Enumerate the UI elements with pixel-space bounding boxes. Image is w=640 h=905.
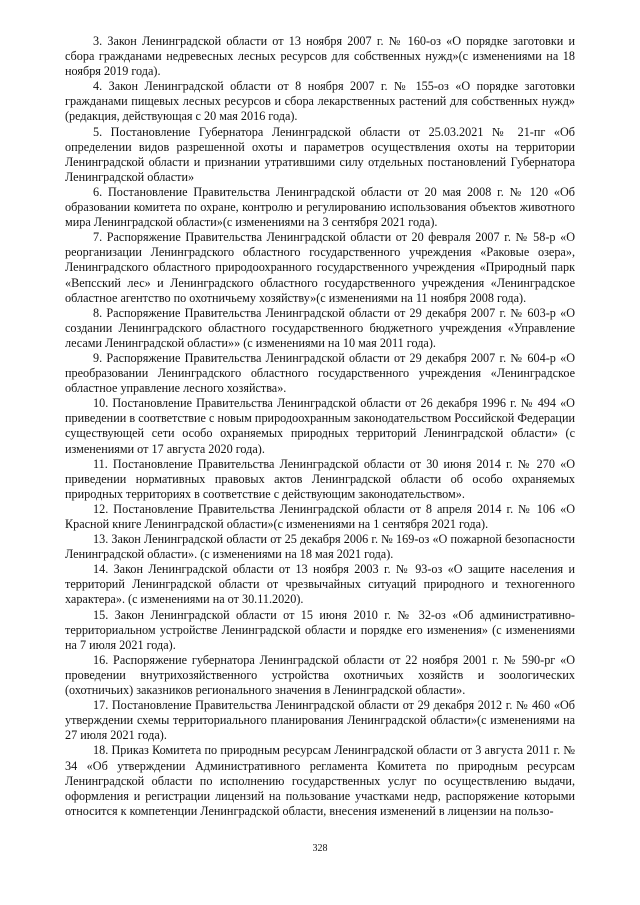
page-number: 328 <box>312 843 328 854</box>
list-item-3: 3. Закон Ленинградской области от 13 ноября 2007 г. № 160-оз «О порядке заготовки и сбора гражданами недревесных лесных ресурсов для собственных нужд»(с изменениями на 18 ноября 2019 года). <box>65 34 575 79</box>
list-item-18: 18. Приказ Комитета по природным ресурсам Ленинградской области от 3 августа 2011 г. № 34 «Об утверждении Административного регламента Комитета по природным ресурсам Ленинградской области по исполнению государственных услуг по осуществлению выдачи, оформления и регистрации лицензий на пользование участками недр, распоряжение которыми относится к компетенции Ленинградской области, внесения изменений в лицензии на пользо- <box>65 743 575 818</box>
list-item-17: 17. Постановление Правительства Ленинградской области от 29 декабря 2012 г. № 460 «Об утверждении схемы территориального планирования Ленинградской области»(с изменениями на 27 июля 2021 года). <box>65 698 575 743</box>
list-item-13: 13. Закон Ленинградской области от 25 декабря 2006 г. № 169-оз «О пожарной безопасности Ленинградской области». (с изменениями на 18 мая 2021 года). <box>65 532 575 562</box>
list-item-12: 12. Постановление Правительства Ленинградской области от 8 апреля 2014 г. № 106 «О Красной книге Ленинградской области»(с изменениями на 1 сентября 2021 года). <box>65 501 575 531</box>
list-item-15: 15. Закон Ленинградской области от 15 июня 2010 г. № 32-оз «Об административно-территориальном устройстве Ленинградской области и порядке его изменения» (с изменениями на 7 июля 2021 года). <box>65 607 575 652</box>
document-body <box>65 34 575 819</box>
list-item-8: 8. Распоряжение Правительства Ленинградской области от 29 декабря 2007 г. № 603-р «О создании Ленинградского областного государственного бюджетного учреждения «Управление лесами Ленинградской области»» (с изменениями на 10 мая 2011 года). <box>65 305 575 350</box>
list-item-6: 6. Постановление Правительства Ленинградской области от 20 мая 2008 г. № 120 «Об образовании комитета по охране, контролю и регулированию использования объектов животного мира Ленинградской области»(с изменениями на 3 сентября 2021 года). <box>65 184 575 230</box>
list-item-10: 10. Постановление Правительства Ленинградской области от 26 декабря 1996 г. № 494 «О приведении в соответствие с новым природоохранным законодательством Российской Федерации существующей сети особо охраняемых природных территорий Ленинградской области» (с изменениями от 17 августа 2020 года). <box>65 396 575 456</box>
list-item-5: 5. Постановление Губернатора Ленинградской области от 25.03.2021 № 21-пг «Об определении видов разрешенной охоты и параметров осуществления охоты на территории Ленинградской области и признании утратившими силу отдельных постановлений Губернатора Ленинградской области» <box>65 124 575 184</box>
list-item-9: 9. Распоряжение Правительства Ленинградской области от 29 декабря 2007 г. № 604-р «О преобразовании Ленинградского областного государственного учреждения «Ленинградское областное управление лесного хозяйства». <box>65 350 575 396</box>
list-item-4: 4. Закон Ленинградской области от 8 ноября 2007 г. № 155-оз «О порядке заготовки гражданами пищевых лесных ресурсов и сбора лекарственных растений для собственных нужд» (редакция, действующая с 20 мая 2016 года). <box>65 79 575 124</box>
list-item-11: 11. Постановление Правительства Ленинградской области от 30 июня 2014 г. № 270 «О приведении нормативных правовых актов Ленинградской области об особо охраняемых природных территориях в соответствие с действующим законодательством». <box>65 456 575 501</box>
list-item-14: 14. Закон Ленинградской области от 13 ноября 2003 г. № 93-оз «О защите населения и территорий Ленинградской области от чрезвычайных ситуаций природного и техногенного характера». (с изменениями на от 30.11.2020). <box>65 562 575 607</box>
list-item-7: 7. Распоряжение Правительства Ленинградской области от 20 февраля 2007 г. № 58-р «О реорганизации Ленинградского областного государственного учреждения «Раковые озера», Ленинградского областного природоохранного государственного учреждения «Природный парк «Вепсский лес» и Ленинградского областного государственного учреждения «Ленинградское областное агентство по охотничьему хозяйству»(с изменениями на 11 ноября 2008 года). <box>65 230 575 305</box>
list-item-16: 16. Распоряжение губернатора Ленинградской области от 22 ноября 2001 г. № 590-рг «О проведении внутрихозяйственного устройства охотничьих хозяйств и зоологических (охотничьих) заказников регионального значения в Ленинградской области». <box>65 652 575 698</box>
